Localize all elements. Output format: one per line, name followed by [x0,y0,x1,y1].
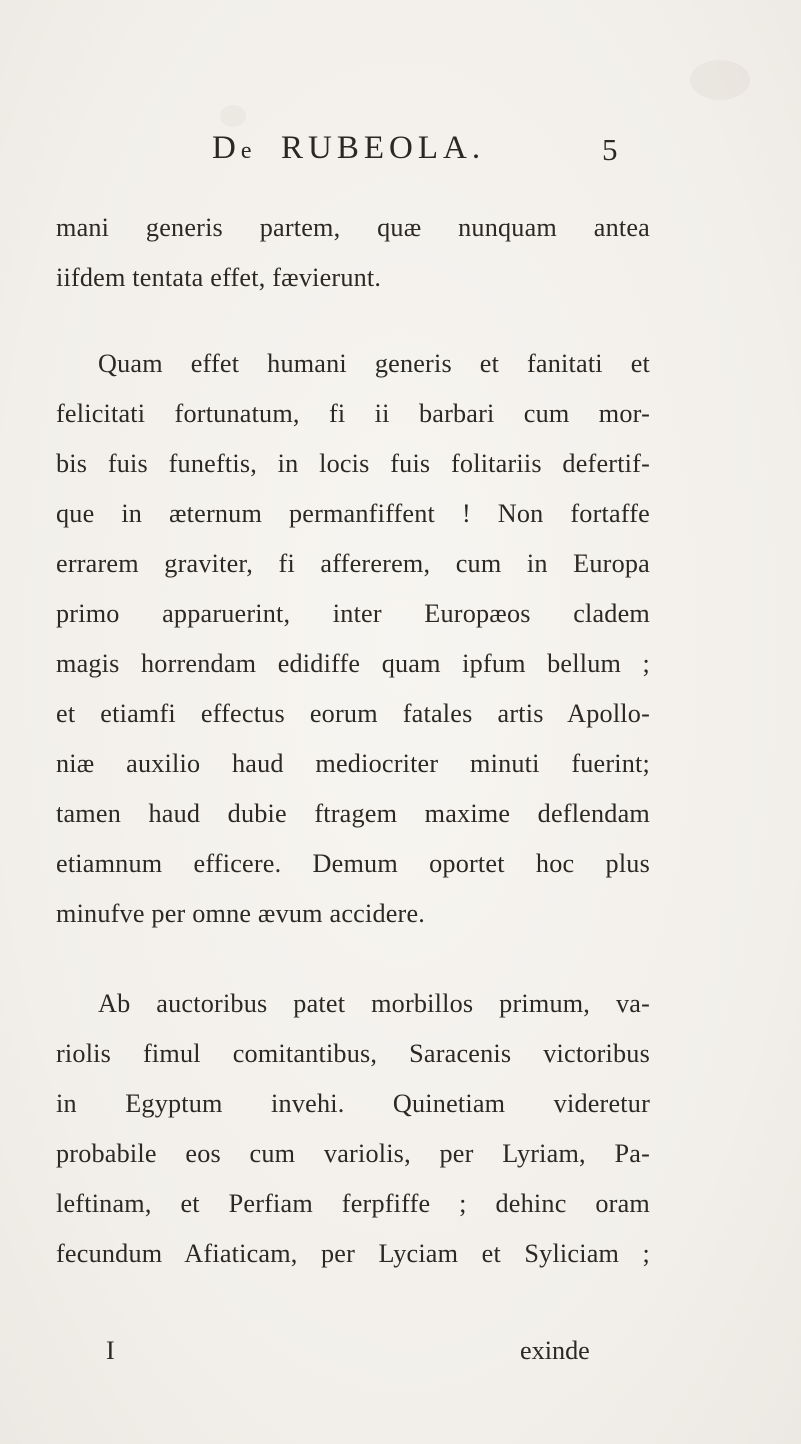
text-line: felicitati fortunatum, fi ii barbari cum mor- [56,399,650,428]
text-line: mani generis partem, quæ nunquam antea [56,213,650,242]
text-line: tamen haud dubie ftragem maxime deflendam [56,799,650,828]
text-line: et etiamfi effectus eorum fatales artis Apollo- [56,699,650,728]
text-line: probabile eos cum variolis, per Lyriam, Pa- [56,1139,650,1168]
text-line: magis horrendam edidiffe quam ipfum bellum ; [56,649,650,678]
text-line: Ab auctoribus patet morbillos primum, va- [98,989,650,1018]
running-head-title [212,130,485,167]
running-head-subject: RUBEOLA. [281,130,486,166]
running-head-initial: D [212,130,241,166]
text-line: minufve per omne ævum accidere. [56,899,426,928]
text-line: leftinam, et Perfiam ferpfiffe ; dehinc oram [56,1189,650,1218]
text-line: niæ auxilio haud mediocriter minuti fuerint; [56,749,650,778]
running-head-small-caps: e [240,138,255,164]
catchword: exinde [520,1336,590,1365]
running-head [0,130,801,170]
text-line: primo apparuerint, inter Europæos cladem [56,599,650,628]
page-number: 5 [602,132,618,167]
text-line: in Egyptum invehi. Quinetiam videretur [56,1089,650,1118]
text-line: riolis fimul comitantibus, Saracenis victoribus [56,1039,650,1068]
text-line: Quam effet humani generis et fanitati et [98,349,650,378]
paper-stain [220,105,246,127]
page-footer [0,1336,801,1370]
text-line: que in æternum permanfiffent ! Non fortaffe [56,499,650,528]
signature-mark: I [106,1336,115,1365]
text-line: bis fuis funeftis, in locis fuis folitariis defertif- [56,449,650,478]
text-line: errarem graviter, fi affererem, cum in Europa [56,549,650,578]
text-line: iifdem tentata effet, fævierunt. [56,263,382,292]
text-line: etiamnum efficere. Demum oportet hoc plus [56,849,650,878]
paper-stain [690,60,750,100]
text-line: fecundum Afiaticam, per Lyciam et Syliciam ; [56,1239,650,1268]
